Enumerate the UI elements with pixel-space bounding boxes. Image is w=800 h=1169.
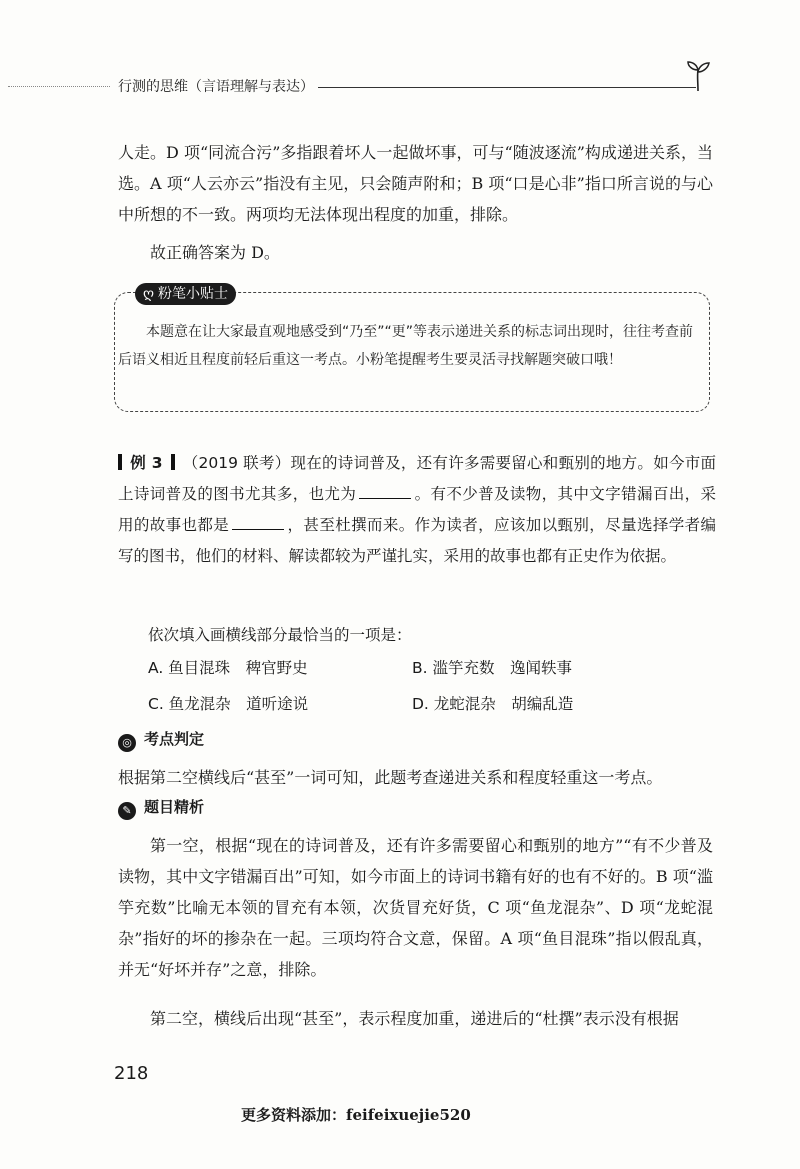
- option-b: B. 滥竽充数 逸闻轶事: [412, 659, 572, 677]
- blank-2: [232, 515, 284, 530]
- sprout-icon: [684, 58, 714, 92]
- example-text-3: ，甚至杜撰而来。作为读者，应该加以甄别，尽量选择学者编写的图书，他们的材料、解读都较为严谨扎实，采用的故事也都有正史作为依据。: [118, 516, 716, 565]
- analysis-heading: [118, 796, 204, 820]
- blank-1: [359, 484, 411, 499]
- example-text-1: 现在的诗词普及，还有许多需要留心和甄别的地方。如今市面上诗词普及的图书尤其多，也尤为: [118, 454, 717, 503]
- kaodian-title: 考点判定: [144, 730, 205, 748]
- header-dotted-line: [8, 86, 110, 87]
- option-a: A. 鱼目混珠 稗官野史: [148, 659, 308, 677]
- label-bar-right: [171, 454, 175, 470]
- example-text-2: 。有不少普及读物，其中文字错漏百出，采用的故事也都是: [118, 485, 716, 534]
- tip-label: [135, 283, 236, 305]
- running-header: [0, 58, 800, 108]
- example-source: （2019 联考）: [182, 454, 291, 472]
- header-rule: [318, 87, 696, 88]
- kaodian-heading: [118, 728, 204, 752]
- option-c: C. 鱼龙混杂 道听途说: [148, 695, 309, 713]
- example-label: 例 3: [130, 454, 163, 472]
- intro-paragraph: 人走。D 项“同流合污”多指跟着坏人一起做坏事，可与“随波逐流”构成递进关系，当选。A 项“人云亦云”指没有主见，只会随声附和；B 项“口是心非”指口所言说的与心中所想的不一致。两项均无法体现出程度的加重，排除。: [118, 143, 713, 224]
- question-prompt: 依次填入画横线部分最恰当的一项是：: [148, 626, 412, 644]
- analysis-paragraph-1: 第一空，根据“现在的诗词普及，还有许多需要留心和甄别的地方”“有不少普及读物，其中文字错漏百出”可知，如今市面上的诗词书籍有好的也有不好的。B 项“滥竽充数”比喻无本领的冒充有本领，次货冒充好货，C 项“鱼龙混杂”、D 项“龙蛇混杂”指好的坏的掺杂在一起。三项均符合文意，保留。A 项“鱼目混珠”指以假乱真，并无“好坏并存”之意，排除。: [118, 836, 713, 979]
- header-title: 行测的思维（言语理解与表达）: [118, 79, 314, 95]
- tip-text-content: 本题意在让大家最直观地感受到“乃至”“更”等表示递进关系的标志词出现时，往往考查前后语义相近且程度前轻后重这一考点。小粉笔提醒考生要灵活寻找解题突破口哦！: [118, 324, 694, 368]
- leaf-icon: ღ: [143, 286, 155, 302]
- kaodian-text: 根据第二空横线后“甚至”一词可知，此题考查递进关系和程度轻重这一考点。: [118, 768, 663, 787]
- example-passage: [118, 448, 716, 572]
- analysis-paragraph-2: 第二空，横线后出现“甚至”，表示程度加重，递进后的“杜撰”表示没有根据: [150, 1009, 679, 1028]
- target-icon: ◎: [118, 734, 136, 752]
- analysis-icon: ✎: [118, 802, 136, 820]
- footer-note: 更多资料添加：feifeixuejie520: [241, 1106, 471, 1124]
- label-bar-left: [118, 454, 122, 470]
- option-d: D. 龙蛇混杂 胡编乱造: [412, 695, 574, 713]
- answer-line: 故正确答案为 D。: [150, 243, 280, 262]
- tip-text: [118, 318, 700, 374]
- analysis-title: 题目精析: [144, 798, 205, 816]
- page-number: 218: [114, 1063, 149, 1084]
- tip-label-text: 粉笔小贴士: [158, 286, 229, 302]
